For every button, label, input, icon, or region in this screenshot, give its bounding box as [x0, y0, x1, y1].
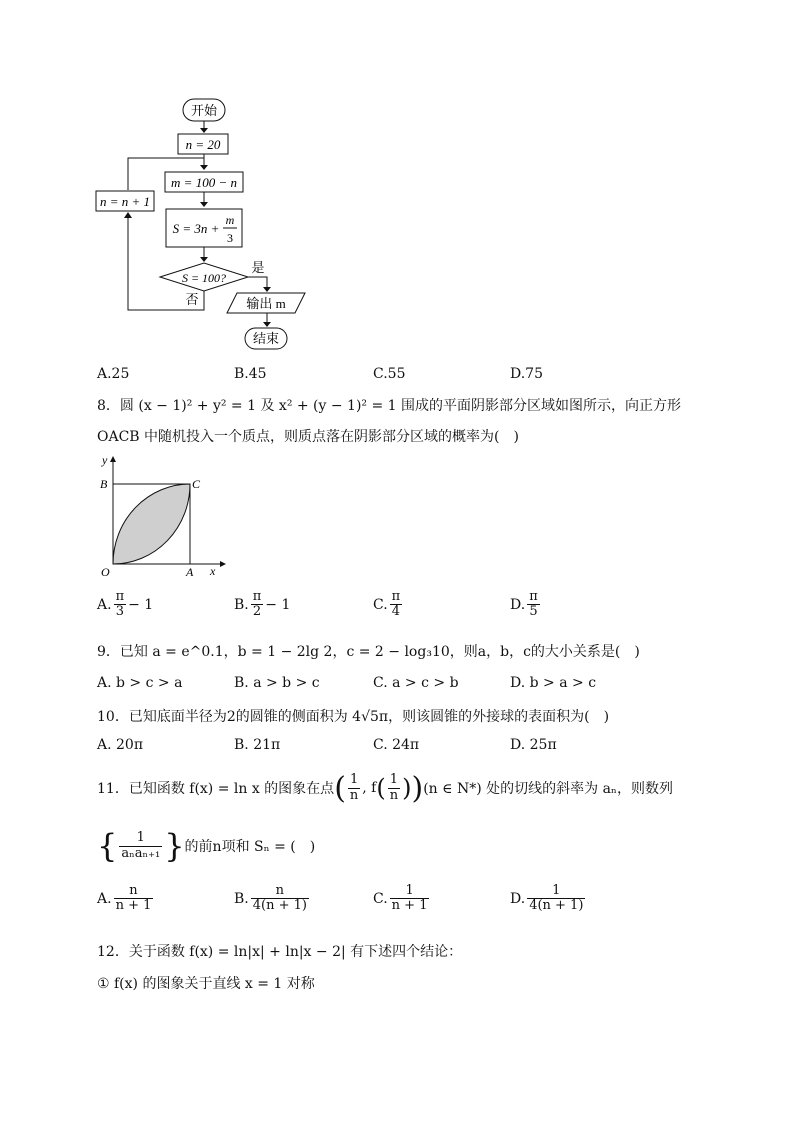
q9-option-d: D. b > a > c [510, 675, 597, 691]
flowchart-condition-label: S = 100? [181, 271, 227, 285]
flowchart-output-label: 输出 m [246, 296, 286, 311]
q7-option-d: D.75 [510, 366, 543, 382]
q11-paren-left: ( [334, 770, 346, 806]
q8-figure [92, 450, 227, 578]
q8-option-d: D. $\frac{\pi}{5}$ [510, 589, 538, 620]
q11-point-mid: , f [362, 780, 377, 796]
fig-label-a: A [186, 565, 194, 578]
q11-stem-line2: { $\frac{1}{\text{aₙaₙ₊₁}}$ } 的前n项和 Sₙ = ( ) [97, 827, 316, 865]
q10-option-c: C. 24π [373, 737, 420, 753]
q11-option-c: C. $\frac{1}{n + 1}$ [373, 883, 428, 914]
q8-stem-line2: OACB 中随机投入一个质点，则质点落在阴影部分区域的概率为( ) [97, 429, 519, 445]
q9-option-c: C. a > c > b [373, 675, 459, 691]
q8-option-a: A. $\frac{\pi}{3}$ − 1 [97, 589, 154, 620]
flowchart-start-label: 开始 [190, 103, 218, 118]
q7-option-b: B.45 [234, 366, 267, 382]
flowchart-yes-label: 是 [251, 260, 265, 275]
q11-stem-line1: 11．已知函数 f(x) = ln x 的图象在点 ( $\frac{1}{n}$ , f ( $\frac{1}{n}$ ) ) (n ∈ N*) 处的切线的斜率为 aₙ，则数列 [97, 770, 673, 806]
fig-label-o: O [101, 565, 110, 578]
flowchart-init-label: n = 20 [185, 137, 221, 152]
q10-option-b: B. 21π [234, 737, 281, 753]
q11-stem-a: 11．已知函数 f(x) = ln x 的图象在点 [97, 781, 335, 797]
flowchart-no-label: 否 [185, 292, 199, 307]
flowchart [90, 92, 320, 354]
fig-label-b: B [100, 477, 108, 491]
q8-option-c: C. $\frac{\pi}{4}$ [373, 589, 401, 620]
q11-stem-b: (n ∈ N*) 处的切线的斜率为 aₙ，则数列 [423, 781, 673, 797]
q7-option-a: A.25 [97, 366, 130, 382]
flowchart-assign-s-den: 3 [227, 231, 233, 245]
q11-paren-right: ) [411, 770, 424, 806]
flowchart-increment-label: n = n + 1 [99, 194, 151, 209]
fig-label-c: C [192, 477, 201, 491]
q10-option-d: D. 25π [510, 737, 557, 753]
q11-stem-c: 的前n项和 Sₙ = ( ) [184, 839, 316, 855]
q11-seq-frac: $\frac{1}{\text{aₙaₙ₊₁}}$ [121, 830, 161, 861]
flowchart-assign-m-label: m = 100 − n [171, 175, 237, 190]
flowchart-assign-s-num: m [225, 213, 235, 227]
q11-option-b: B. $\frac{n}{4(n + 1)}$ [234, 883, 307, 914]
q10-stem: 10．已知底面半径为2的圆锥的侧面积为 4√5π，则该圆锥的外接球的表面积为( ) [97, 709, 610, 725]
fig-label-y: y [102, 453, 108, 467]
fig-label-x: x [210, 564, 216, 578]
q12-item1: ① f(x) 的图象关于直线 x = 1 对称 [97, 976, 315, 992]
shaded-region [113, 484, 190, 564]
q11-point-frac: $\frac{1}{n}$ [349, 772, 359, 803]
q9-option-a: A. b > c > a [97, 675, 183, 691]
q11-option-d: D. $\frac{1}{4(n + 1)}$ [510, 883, 584, 914]
q8-option-b: B. $\frac{\pi}{2}$ − 1 [234, 589, 291, 620]
q9-option-b: B. a > b > c [234, 675, 320, 691]
q8-stem-line1: 8．圆 (x − 1)² + y² = 1 及 x² + (y − 1)² = 1 围成的平面阴影部分区域如图所示，向正方形 [97, 398, 682, 414]
q10-option-a: A. 20π [97, 737, 144, 753]
flowchart-assign-s-prefix: S = 3n + [172, 221, 220, 236]
q7-option-c: C.55 [373, 366, 406, 382]
q9-stem: 9．已知 a = e^0.1，b = 1 − 2lg 2，c = 2 − log₃10，则a，b，c的大小关系是( ) [97, 644, 640, 660]
q11-option-a: A. $\frac{n}{n + 1}$ [97, 883, 152, 914]
q12-stem: 12．关于函数 f(x) = ln|x| + ln|x − 2| 有下述四个结论： [97, 944, 463, 960]
flowchart-end-label: 结束 [252, 331, 280, 346]
